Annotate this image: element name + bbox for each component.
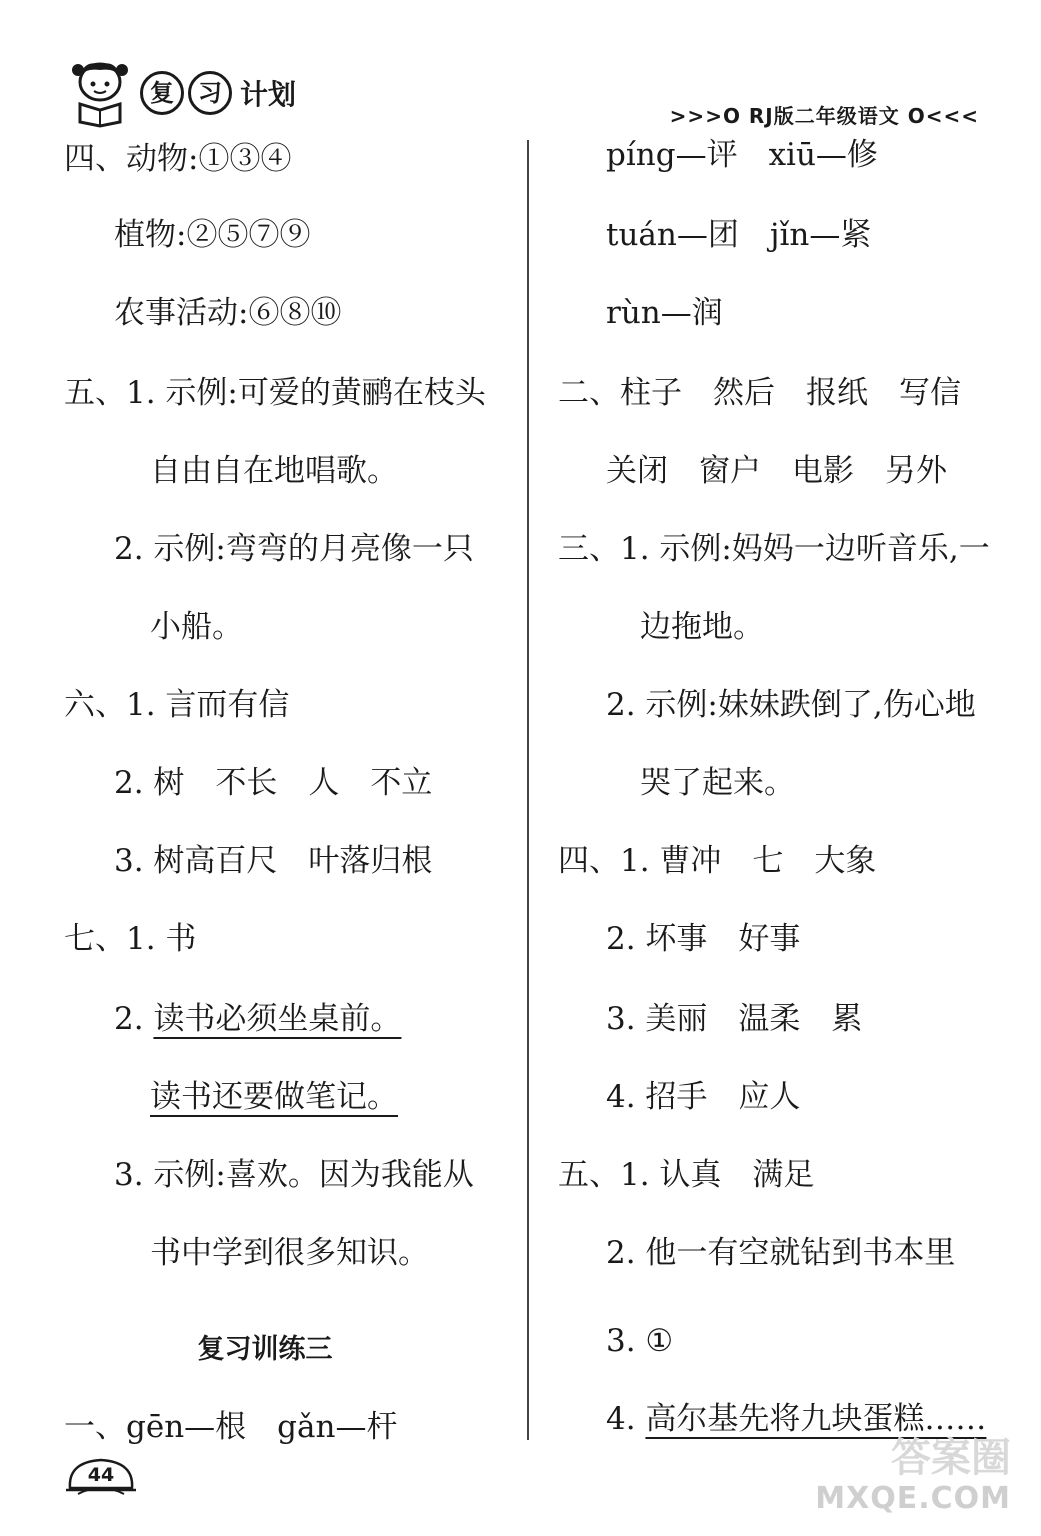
answer-line: 3. ①	[606, 1323, 674, 1359]
page-number-badge	[64, 1452, 138, 1496]
answer-line: 2. 示例:弯弯的月亮像一只	[114, 531, 474, 567]
answer-line: 边拖地。	[640, 609, 764, 645]
answer-line: 一、gēn—根 gǎn—杆	[64, 1409, 398, 1445]
answer-line: 自由自在地唱歌。	[150, 453, 398, 489]
answer-line: 3. 树高百尺 叶落归根	[114, 843, 433, 879]
underlined-answer: 读书还要做笔记。	[150, 1079, 398, 1115]
edition-label: >>>O RJ版二年级语文 O<<<	[669, 104, 979, 128]
column-divider	[527, 140, 529, 1440]
answer-line: 七、1. 书	[64, 921, 197, 957]
answer-line: 2. 他一有空就钻到书本里	[606, 1235, 956, 1271]
answer-line: 书中学到很多知识。	[150, 1235, 429, 1271]
page-number: 44	[87, 1464, 115, 1486]
answer-line-underlined	[114, 1001, 402, 1037]
answer-line: 五、1. 认真 满足	[558, 1157, 815, 1193]
answer-line: 2. 坏事 好事	[606, 921, 801, 957]
answer-line: 2. 示例:妹妹跌倒了,伤心地	[606, 687, 976, 723]
answer-line: 四、动物:①③④	[64, 141, 292, 177]
brand-rest: 计划	[240, 78, 297, 111]
answer-line: 关闭 窗户 电影 另外	[606, 453, 947, 489]
header-brand	[70, 58, 296, 128]
answer-line: 植物:②⑤⑦⑨	[114, 217, 311, 253]
mascot-reading-icon	[70, 58, 130, 128]
underlined-answer: 读书必须坐桌前。	[153, 1001, 402, 1037]
answer-line: 六、1. 言而有信	[64, 687, 290, 723]
answer-line: tuán—团 jǐn—紧	[606, 217, 872, 253]
answer-line: 二、柱子 然后 报纸 写信	[558, 375, 961, 411]
answer-line: 四、1. 曹冲 七 大象	[558, 843, 877, 879]
watermark-domain: MXQE.COM	[815, 1481, 1011, 1516]
answer-line-underlined	[150, 1079, 398, 1115]
brand-circle-char-1: 复	[140, 71, 184, 115]
answer-line: 3. 示例:喜欢。因为我能从	[114, 1157, 474, 1193]
underlined-answer: 高尔基先将九块蛋糕……	[645, 1401, 987, 1437]
answer-line: 3. 美丽 温柔 累	[606, 1001, 863, 1037]
answer-line: 农事活动:⑥⑧⑩	[114, 295, 342, 331]
answer-prefix: 2.	[114, 1001, 154, 1037]
watermark	[811, 1426, 1011, 1516]
brand-circle-char-2: 习	[188, 71, 232, 115]
answer-line: píng—评 xiū—修	[606, 137, 878, 173]
answer-line: 2. 树 不长 人 不立	[114, 765, 433, 801]
brand-title	[140, 71, 296, 115]
section-title: 复习训练三	[197, 1334, 333, 1365]
answer-line: 五、1. 示例:可爱的黄鹂在枝头	[64, 375, 486, 411]
answer-line: 哭了起来。	[640, 765, 795, 801]
answer-line: rùn—润	[606, 295, 723, 331]
answer-prefix: 4.	[606, 1401, 646, 1437]
watermark-logo-text: 答案圈	[891, 1435, 1011, 1481]
answer-line: 4. 招手 应人	[606, 1079, 801, 1115]
answer-line: 三、1. 示例:妈妈一边听音乐,一	[558, 531, 990, 567]
answer-line: 小船。	[150, 609, 243, 645]
